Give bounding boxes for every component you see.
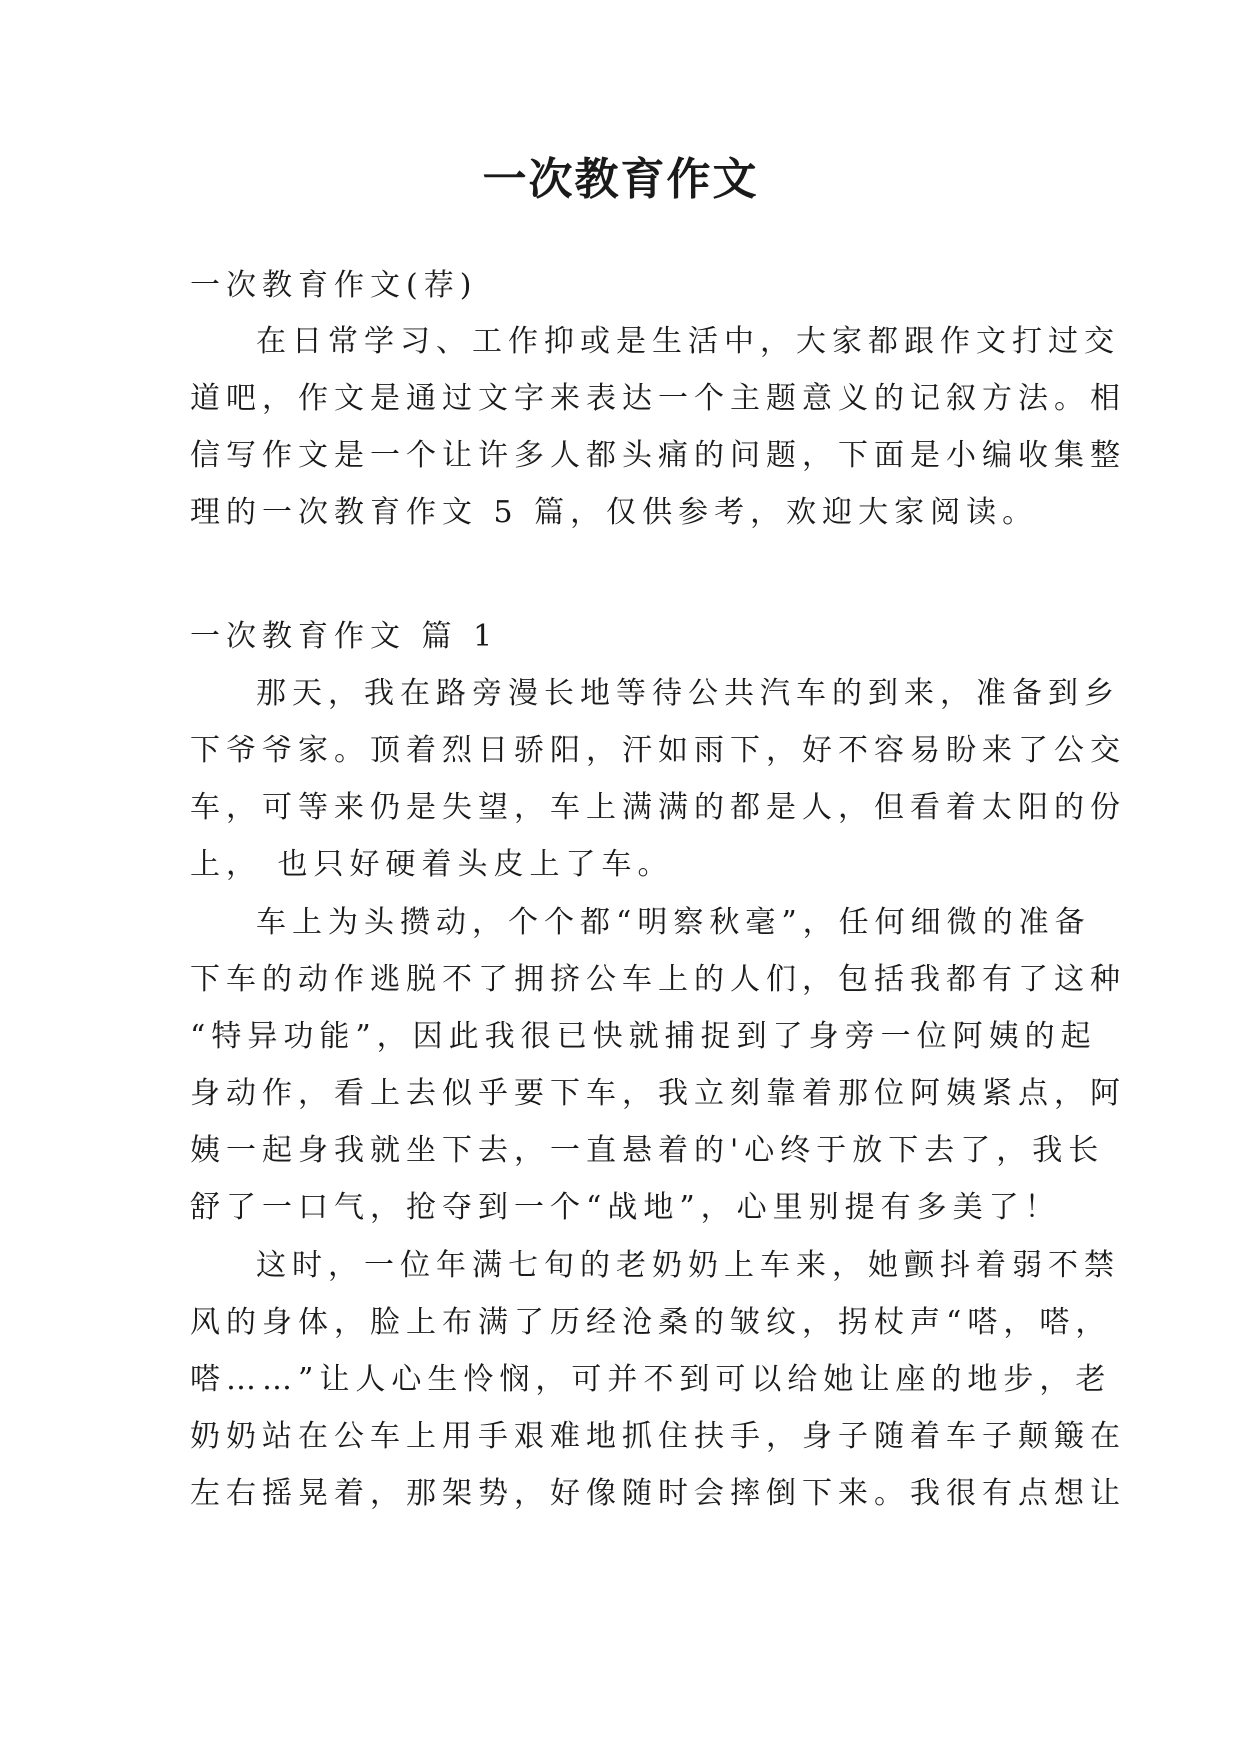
paragraph-line: 下车的动作逃脱不了拥挤公车上的人们，包括我都有了这种 (190, 962, 1126, 997)
intro-line: 在日常学习、工作抑或是生活中，大家都跟作文打过交 (256, 324, 1120, 359)
paragraph-line: 这时，一位年满七旬的老奶奶上车来，她颤抖着弱不禁 (256, 1248, 1120, 1283)
intro-line: 理的一次教育作文 5 篇，仅供参考，欢迎大家阅读。 (190, 495, 1039, 530)
paragraph-line: 舒了一口气，抢夺到一个“战地”，心里别提有多美了！ (190, 1190, 1061, 1225)
paragraph-line: 左右摇晃着，那架势，好像随时会摔倒下来。我很有点想让 (190, 1476, 1126, 1511)
paragraph-line: 车，可等来仍是失望，车上满满的都是人，但看着太阳的份 (190, 790, 1126, 825)
paragraph-line: 嗒……”让人心生怜悯，可并不到可以给她让座的地步，老 (190, 1362, 1112, 1397)
intro-line: 道吧，作文是通过文字来表达一个主题意义的记叙方法。相 (190, 381, 1126, 416)
paragraph-line: 身动作，看上去似乎要下车，我立刻靠着那位阿姨紧点，阿 (190, 1076, 1126, 1111)
document-title: 一次教育作文 (482, 154, 759, 205)
paragraph-line: 下爷爷家。顶着烈日骄阳，汗如雨下，好不容易盼来了公交 (190, 733, 1126, 768)
paragraph-line: “特异功能”，因此我很已快就捕捉到了身旁一位阿姨的起 (190, 1019, 1097, 1054)
paragraph-line: 车上为头攒动，个个都“明察秋毫”，任何细微的准备 (256, 905, 1091, 940)
paragraph-line: 姨一起身我就坐下去，一直悬着的'心终于放下去了，我长 (190, 1133, 1105, 1168)
section-heading: 一次教育作文 篇 1 (190, 619, 499, 654)
paragraph-line: 上， 也只好硬着头皮上了车。 (190, 847, 674, 882)
paragraph-line: 那天，我在路旁漫长地等待公共汽车的到来，准备到乡 (256, 676, 1120, 711)
paragraph-line: 风的身体，脸上布满了历经沧桑的皱纹，拐杖声“嗒，嗒， (190, 1305, 1112, 1340)
intro-line: 信写作文是一个让许多人都头痛的问题，下面是小编收集整 (190, 438, 1126, 473)
paragraph-line: 奶奶站在公车上用手艰难地抓住扶手，身子随着车子颠簸在 (190, 1419, 1126, 1454)
intro-heading: 一次教育作文(荐) (190, 268, 478, 303)
